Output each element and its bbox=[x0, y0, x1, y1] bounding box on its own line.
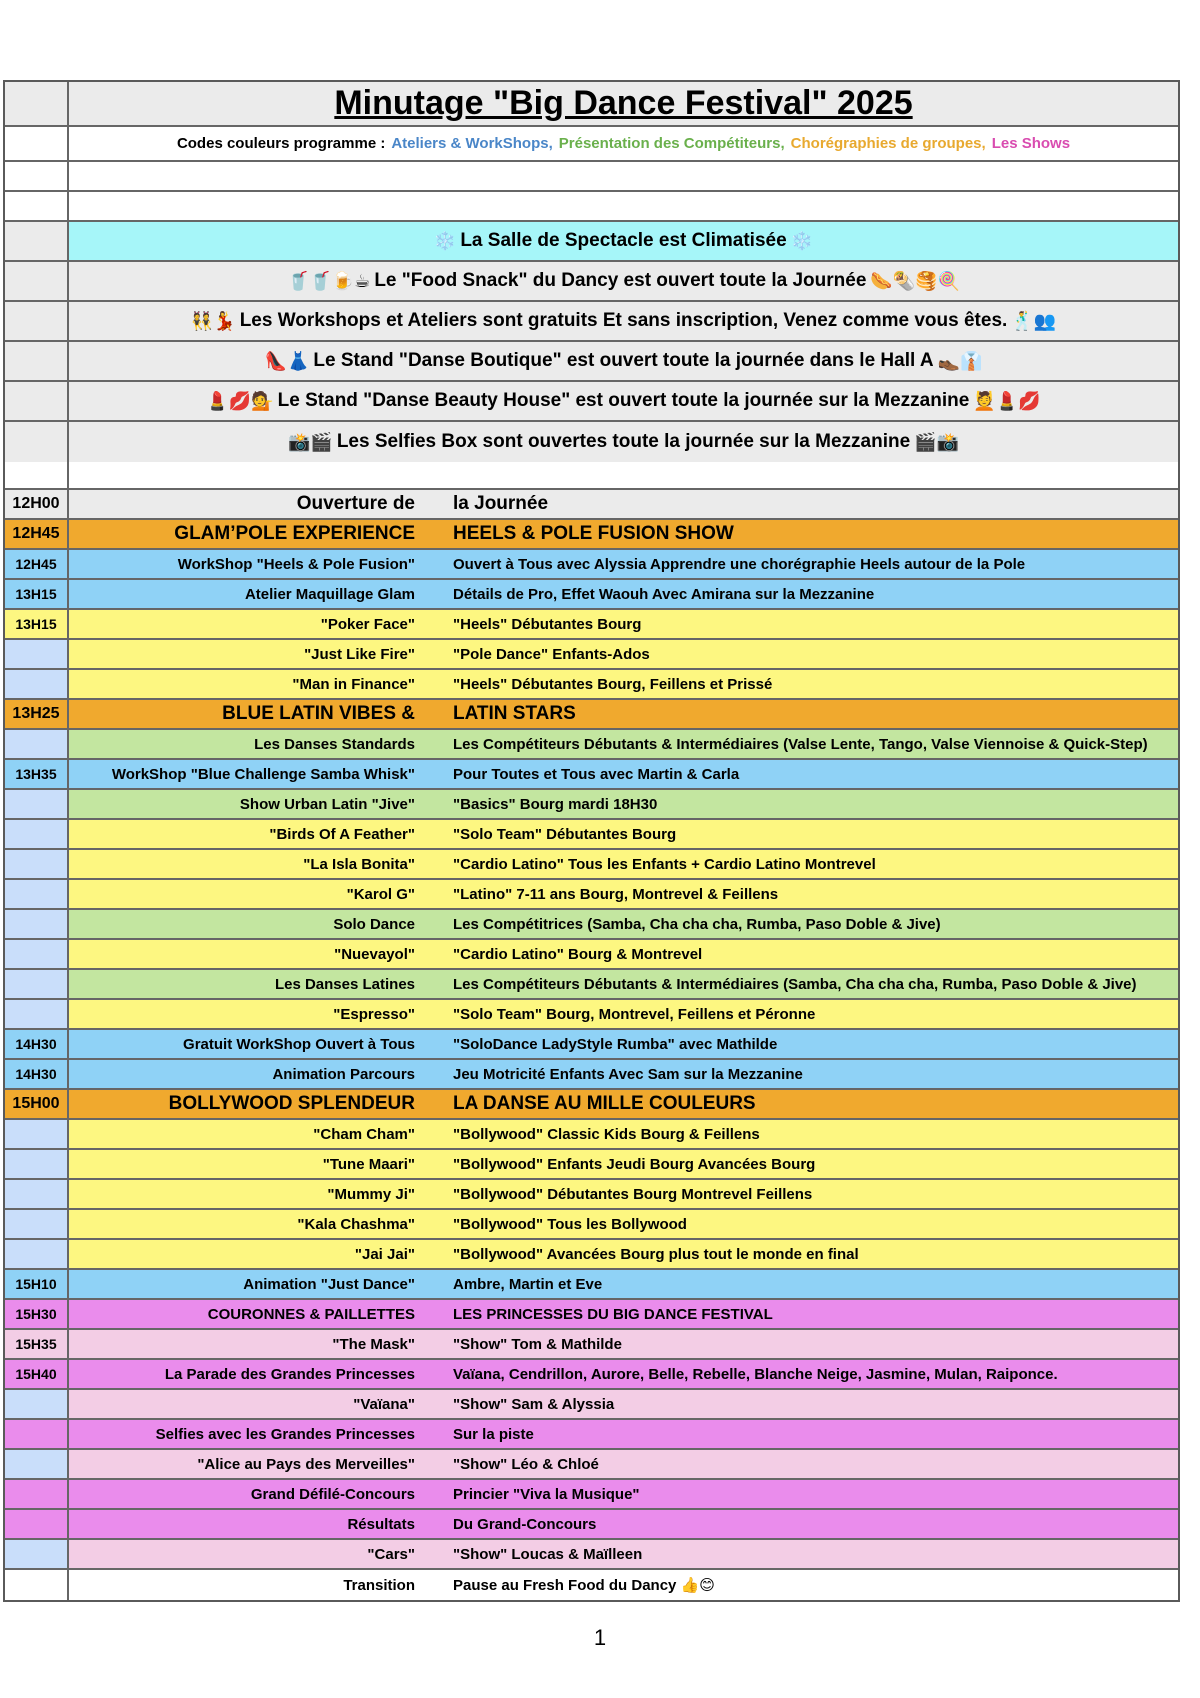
act-title: "Vaïana" bbox=[353, 1395, 415, 1413]
act-description: Du Grand-Concours bbox=[453, 1515, 597, 1533]
schedule-cell bbox=[69, 1150, 1178, 1178]
act-description: "Cardio Latino" Tous les Enfants + Cardio Latino Montrevel bbox=[453, 855, 876, 873]
time-cell bbox=[5, 222, 69, 260]
schedule-row bbox=[5, 1300, 1178, 1330]
time-cell: 15H35 bbox=[5, 1330, 69, 1358]
act-description: "Heels" Débutantes Bourg bbox=[453, 615, 642, 633]
act-description: Princier "Viva la Musique" bbox=[453, 1485, 640, 1503]
schedule-cell bbox=[69, 1240, 1178, 1268]
schedule-row bbox=[5, 670, 1178, 700]
time-cell bbox=[5, 382, 69, 420]
info-cell bbox=[69, 222, 1178, 260]
decoration-emoji-icon: 👞👔 bbox=[937, 350, 983, 371]
title-cell bbox=[69, 82, 1178, 125]
act-title: Animation Parcours bbox=[272, 1065, 415, 1083]
act-title: Atelier Maquillage Glam bbox=[244, 585, 415, 603]
act-description: "Solo Team" Débutantes Bourg bbox=[453, 825, 677, 843]
act-description: Pour Toutes et Tous avec Martin & Carla bbox=[453, 765, 740, 783]
schedule-cell bbox=[69, 970, 1178, 998]
schedule-row bbox=[5, 1420, 1178, 1450]
decoration-emoji-icon: 🌭🌯🥞🍭 bbox=[870, 270, 961, 291]
decoration-emoji-icon: 💆💄💋 bbox=[973, 390, 1041, 411]
time-cell bbox=[5, 940, 69, 968]
act-description: "Show" Sam & Alyssia bbox=[453, 1395, 615, 1413]
info-cell bbox=[69, 342, 1178, 380]
time-cell bbox=[5, 1510, 69, 1538]
act-title: WorkShop "Blue Challenge Samba Whisk" bbox=[111, 765, 415, 783]
act-title: Grand Défilé-Concours bbox=[250, 1485, 415, 1503]
schedule-cell bbox=[69, 1360, 1178, 1388]
act-description: Les Compétiteurs Débutants & Intermédiaires (Valse Lente, Tango, Valse Viennoise & Quick-Step) bbox=[453, 735, 1148, 753]
act-title: GLAM’POLE EXPERIENCE bbox=[174, 523, 415, 544]
legend-item: Chorégraphies de groupes, bbox=[790, 135, 986, 152]
act-description: Sur la piste bbox=[453, 1425, 534, 1443]
act-description: LA DANSE AU MILLE COULEURS bbox=[453, 1093, 756, 1114]
info-row bbox=[5, 302, 1178, 342]
schedule-cell bbox=[69, 760, 1178, 788]
act-description: "Show" Léo & Chloé bbox=[453, 1455, 599, 1473]
act-title: "Alice au Pays des Merveilles" bbox=[197, 1455, 415, 1473]
info-text: Le Stand "Danse Beauty House" est ouvert toute la journée sur la Mezzanine bbox=[277, 390, 970, 411]
time-cell bbox=[5, 1150, 69, 1178]
act-title: "Cham Cham" bbox=[313, 1125, 415, 1143]
schedule-row bbox=[5, 1090, 1178, 1120]
schedule-cell bbox=[69, 1390, 1178, 1418]
time-cell: 13H15 bbox=[5, 610, 69, 638]
act-description: "Heels" Débutantes Bourg, Feillens et Prissé bbox=[453, 675, 773, 693]
schedule-cell bbox=[69, 490, 1178, 518]
act-title: BOLLYWOOD SPLENDEUR bbox=[168, 1093, 415, 1114]
act-description: "Show" Loucas & Maïlleen bbox=[453, 1545, 643, 1563]
act-title: "Cars" bbox=[367, 1545, 415, 1563]
act-title: "Nuevayol" bbox=[334, 945, 415, 963]
legend-item: Les Shows bbox=[991, 135, 1071, 152]
schedule-row bbox=[5, 910, 1178, 940]
act-title: Show Urban Latin "Jive" bbox=[239, 795, 415, 813]
schedule-row bbox=[5, 1510, 1178, 1540]
schedule-cell bbox=[69, 550, 1178, 578]
act-title: "Poker Face" bbox=[320, 615, 415, 633]
act-title: "Kala Chashma" bbox=[297, 1215, 415, 1233]
time-cell bbox=[5, 1480, 69, 1508]
info-text: Le Stand "Danse Boutique" est ouvert toute la journée dans le Hall A bbox=[313, 350, 934, 371]
act-description: "Bollywood" Débutantes Bourg Montrevel Feillens bbox=[453, 1185, 813, 1203]
decoration-emoji-icon: ❄️ bbox=[433, 230, 457, 251]
schedule-row bbox=[5, 820, 1178, 850]
act-description: "Solo Team" Bourg, Montrevel, Feillens et Péronne bbox=[453, 1005, 816, 1023]
schedule-row bbox=[5, 1150, 1178, 1180]
schedule-row bbox=[5, 1540, 1178, 1570]
schedule-cell bbox=[69, 850, 1178, 878]
schedule-row bbox=[5, 730, 1178, 760]
schedule-cell bbox=[69, 580, 1178, 608]
empty-row bbox=[5, 462, 1178, 490]
schedule-cell bbox=[69, 790, 1178, 818]
time-cell bbox=[5, 1210, 69, 1238]
act-description: "SoloDance LadyStyle Rumba" avec Mathilde bbox=[453, 1035, 778, 1053]
info-text: Les Selfies Box sont ouvertes toute la journée sur la Mezzanine bbox=[336, 431, 911, 452]
time-cell: 15H40 bbox=[5, 1360, 69, 1388]
schedule-cell bbox=[69, 1030, 1178, 1058]
info-row bbox=[5, 342, 1178, 382]
page-title: Minutage "Big Dance Festival" 2025 bbox=[334, 84, 913, 122]
time-cell bbox=[5, 127, 69, 160]
act-title: Ouverture de bbox=[296, 493, 415, 514]
act-description: "Bollywood" Avancées Bourg plus tout le monde en final bbox=[453, 1245, 859, 1263]
info-row bbox=[5, 422, 1178, 462]
info-text: Les Workshops et Ateliers sont gratuits Et sans inscription, Venez comme vous êtes. bbox=[239, 310, 1008, 331]
schedule-cell bbox=[69, 1510, 1178, 1538]
act-title: Animation "Just Dance" bbox=[243, 1275, 415, 1293]
time-cell: 14H30 bbox=[5, 1060, 69, 1088]
time-cell bbox=[5, 1120, 69, 1148]
decoration-emoji-icon: 🕺👥 bbox=[1011, 310, 1057, 331]
schedule-row bbox=[5, 520, 1178, 550]
time-cell: 14H30 bbox=[5, 1030, 69, 1058]
schedule-row bbox=[5, 610, 1178, 640]
schedule-row bbox=[5, 1390, 1178, 1420]
title-row bbox=[5, 82, 1178, 127]
empty-row bbox=[5, 192, 1178, 222]
schedule-cell bbox=[69, 1570, 1178, 1600]
schedule-row bbox=[5, 1330, 1178, 1360]
legend-prefix: Codes couleurs programme : bbox=[176, 135, 386, 152]
time-cell bbox=[5, 1240, 69, 1268]
act-description: Ouvert à Tous avec Alyssia Apprendre une chorégraphie Heels autour de la Pole bbox=[453, 555, 1026, 573]
time-cell bbox=[5, 422, 69, 462]
schedule-cell bbox=[69, 520, 1178, 548]
info-text: La Salle de Spectacle est Climatisée bbox=[460, 230, 787, 251]
schedule-cell bbox=[69, 1270, 1178, 1298]
act-description: Détails de Pro, Effet Waouh Avec Amirana sur la Mezzanine bbox=[453, 585, 875, 603]
schedule-row bbox=[5, 1360, 1178, 1390]
schedule-row bbox=[5, 1000, 1178, 1030]
schedule-cell bbox=[69, 1540, 1178, 1568]
act-title: Résultats bbox=[347, 1515, 415, 1533]
time-cell: 12H45 bbox=[5, 550, 69, 578]
schedule-cell bbox=[69, 910, 1178, 938]
act-title: "Espresso" bbox=[333, 1005, 415, 1023]
act-description: LES PRINCESSES DU BIG DANCE FESTIVAL bbox=[453, 1305, 773, 1323]
time-cell bbox=[5, 640, 69, 668]
act-description: "Show" Tom & Mathilde bbox=[453, 1335, 622, 1353]
time-cell bbox=[5, 970, 69, 998]
schedule-cell bbox=[69, 1450, 1178, 1478]
schedule-row bbox=[5, 640, 1178, 670]
schedule-row bbox=[5, 580, 1178, 610]
schedule-cell bbox=[69, 1000, 1178, 1028]
schedule-row bbox=[5, 1450, 1178, 1480]
schedule-cell bbox=[69, 700, 1178, 728]
color-legend bbox=[69, 127, 1178, 160]
decoration-emoji-icon: ❄️ bbox=[790, 230, 814, 251]
time-cell bbox=[5, 302, 69, 340]
schedule-row bbox=[5, 970, 1178, 1000]
act-description: Jeu Motricité Enfants Avec Sam sur la Mezzanine bbox=[453, 1065, 803, 1083]
schedule-cell bbox=[69, 730, 1178, 758]
time-cell bbox=[5, 850, 69, 878]
schedule-row bbox=[5, 1270, 1178, 1300]
time-cell bbox=[5, 192, 69, 220]
time-cell bbox=[5, 730, 69, 758]
schedule-row bbox=[5, 850, 1178, 880]
schedule-cell bbox=[69, 1480, 1178, 1508]
time-cell bbox=[5, 262, 69, 300]
decoration-emoji-icon: 💄💋💁 bbox=[206, 390, 274, 411]
act-title: "Mummy Ji" bbox=[327, 1185, 415, 1203]
schedule-cell bbox=[69, 1330, 1178, 1358]
empty-row bbox=[5, 162, 1178, 192]
act-description: Pause au Fresh Food du Dancy 👍😊 bbox=[453, 1577, 715, 1594]
schedule-row bbox=[5, 1210, 1178, 1240]
act-description: "Latino" 7-11 ans Bourg, Montrevel & Feillens bbox=[453, 885, 779, 903]
decoration-emoji-icon: 👠👗 bbox=[264, 350, 310, 371]
time-cell bbox=[5, 1180, 69, 1208]
act-description: "Pole Dance" Enfants-Ados bbox=[453, 645, 650, 663]
time-cell bbox=[5, 880, 69, 908]
legend-item: Présentation des Compétiteurs, bbox=[558, 135, 785, 152]
time-cell bbox=[5, 790, 69, 818]
schedule-row bbox=[5, 1060, 1178, 1090]
decoration-emoji-icon: 📸🎬 bbox=[288, 431, 333, 452]
schedule-row bbox=[5, 1570, 1178, 1600]
act-description: Vaïana, Cendrillon, Aurore, Belle, Rebelle, Blanche Neige, Jasmine, Mulan, Raiponce. bbox=[453, 1365, 1058, 1383]
schedule-cell bbox=[69, 1300, 1178, 1328]
legend-row bbox=[5, 127, 1178, 162]
info-row bbox=[5, 262, 1178, 302]
time-cell bbox=[5, 162, 69, 190]
info-cell bbox=[69, 422, 1178, 462]
act-title: "Just Like Fire" bbox=[304, 645, 415, 663]
schedule-sheet bbox=[3, 80, 1180, 1602]
page-number: 1 bbox=[593, 1625, 607, 1650]
time-cell: 13H35 bbox=[5, 760, 69, 788]
time-cell bbox=[5, 910, 69, 938]
schedule-cell bbox=[69, 1180, 1178, 1208]
schedule-row bbox=[5, 1480, 1178, 1510]
act-description: "Basics" Bourg mardi 18H30 bbox=[453, 795, 658, 813]
schedule-cell bbox=[69, 610, 1178, 638]
schedule-cell bbox=[69, 1210, 1178, 1238]
decoration-emoji-icon: 🥤🥤🍺☕ bbox=[286, 270, 371, 291]
act-title: "Birds Of A Feather" bbox=[269, 825, 415, 843]
schedule-cell bbox=[69, 880, 1178, 908]
act-description: "Bollywood" Tous les Bollywood bbox=[453, 1215, 687, 1233]
act-title: Solo Dance bbox=[333, 915, 415, 933]
act-title: "Man in Finance" bbox=[292, 675, 415, 693]
schedule-row bbox=[5, 790, 1178, 820]
act-title: Les Danses Standards bbox=[254, 735, 415, 753]
act-description: Ambre, Martin et Eve bbox=[453, 1275, 603, 1293]
schedule-cell bbox=[69, 640, 1178, 668]
act-description: la Journée bbox=[453, 493, 549, 514]
act-description: "Bollywood" Enfants Jeudi Bourg Avancées Bourg bbox=[453, 1155, 816, 1173]
schedule-cell bbox=[69, 1420, 1178, 1448]
schedule-row bbox=[5, 940, 1178, 970]
act-title: "Tune Maari" bbox=[322, 1155, 415, 1173]
schedule-row bbox=[5, 1240, 1178, 1270]
time-cell: 13H15 bbox=[5, 580, 69, 608]
info-row bbox=[5, 382, 1178, 422]
act-title: "Karol G" bbox=[346, 885, 415, 903]
schedule-row bbox=[5, 550, 1178, 580]
time-cell bbox=[5, 342, 69, 380]
info-text: Le "Food Snack" du Dancy est ouvert toute la Journée bbox=[374, 270, 867, 291]
act-title: "Jai Jai" bbox=[354, 1245, 415, 1263]
act-title: BLUE LATIN VIBES & bbox=[222, 703, 415, 724]
schedule-cell bbox=[69, 1060, 1178, 1088]
time-cell bbox=[5, 1540, 69, 1568]
act-title: "The Mask" bbox=[332, 1335, 415, 1353]
act-description: LATIN STARS bbox=[453, 703, 576, 724]
act-description: "Bollywood" Classic Kids Bourg & Feillens bbox=[453, 1125, 760, 1143]
schedule-cell bbox=[69, 940, 1178, 968]
time-cell: 12H00 bbox=[5, 490, 69, 518]
time-cell bbox=[5, 670, 69, 698]
time-cell bbox=[5, 1000, 69, 1028]
time-cell bbox=[5, 462, 69, 488]
info-cell bbox=[69, 302, 1178, 340]
act-description: "Cardio Latino" Bourg & Montrevel bbox=[453, 945, 703, 963]
act-title: Gratuit WorkShop Ouvert à Tous bbox=[183, 1035, 415, 1053]
legend-item: Ateliers & WorkShops, bbox=[391, 135, 553, 152]
schedule-cell bbox=[69, 820, 1178, 848]
decoration-emoji-icon: 👯💃 bbox=[190, 310, 236, 331]
schedule-row bbox=[5, 490, 1178, 520]
time-cell bbox=[5, 1570, 69, 1600]
time-cell bbox=[5, 1390, 69, 1418]
time-cell bbox=[5, 1450, 69, 1478]
info-cell bbox=[69, 382, 1178, 420]
act-title: WorkShop "Heels & Pole Fusion" bbox=[177, 555, 415, 573]
time-cell: 15H00 bbox=[5, 1090, 69, 1118]
time-cell: 15H30 bbox=[5, 1300, 69, 1328]
act-description: Les Compétitrices (Samba, Cha cha cha, Rumba, Paso Doble & Jive) bbox=[453, 915, 941, 933]
act-title: La Parade des Grandes Princesses bbox=[164, 1365, 415, 1383]
decoration-emoji-icon: 🎬📸 bbox=[914, 431, 959, 452]
act-description: HEELS & POLE FUSION SHOW bbox=[453, 523, 734, 544]
time-cell bbox=[5, 1420, 69, 1448]
schedule-cell bbox=[69, 1120, 1178, 1148]
act-title: "La Isla Bonita" bbox=[303, 855, 415, 873]
schedule-cell bbox=[69, 670, 1178, 698]
time-cell: 13H25 bbox=[5, 700, 69, 728]
schedule-row bbox=[5, 1030, 1178, 1060]
schedule-cell bbox=[69, 1090, 1178, 1118]
time-cell bbox=[5, 820, 69, 848]
time-cell: 15H10 bbox=[5, 1270, 69, 1298]
act-title: Les Danses Latines bbox=[274, 975, 415, 993]
schedule-row bbox=[5, 880, 1178, 910]
schedule-row bbox=[5, 1120, 1178, 1150]
info-row bbox=[5, 222, 1178, 262]
act-title: Selfies avec les Grandes Princesses bbox=[155, 1425, 415, 1443]
time-cell: 12H45 bbox=[5, 520, 69, 548]
schedule-row bbox=[5, 1180, 1178, 1210]
schedule-row bbox=[5, 760, 1178, 790]
time-cell bbox=[5, 82, 69, 125]
schedule-row bbox=[5, 700, 1178, 730]
info-cell bbox=[69, 262, 1178, 300]
act-title: COURONNES & PAILLETTES bbox=[207, 1305, 415, 1323]
act-title: Transition bbox=[343, 1576, 415, 1594]
act-description: Les Compétiteurs Débutants & Intermédiaires (Samba, Cha cha cha, Rumba, Paso Doble & Jive) bbox=[453, 975, 1137, 993]
